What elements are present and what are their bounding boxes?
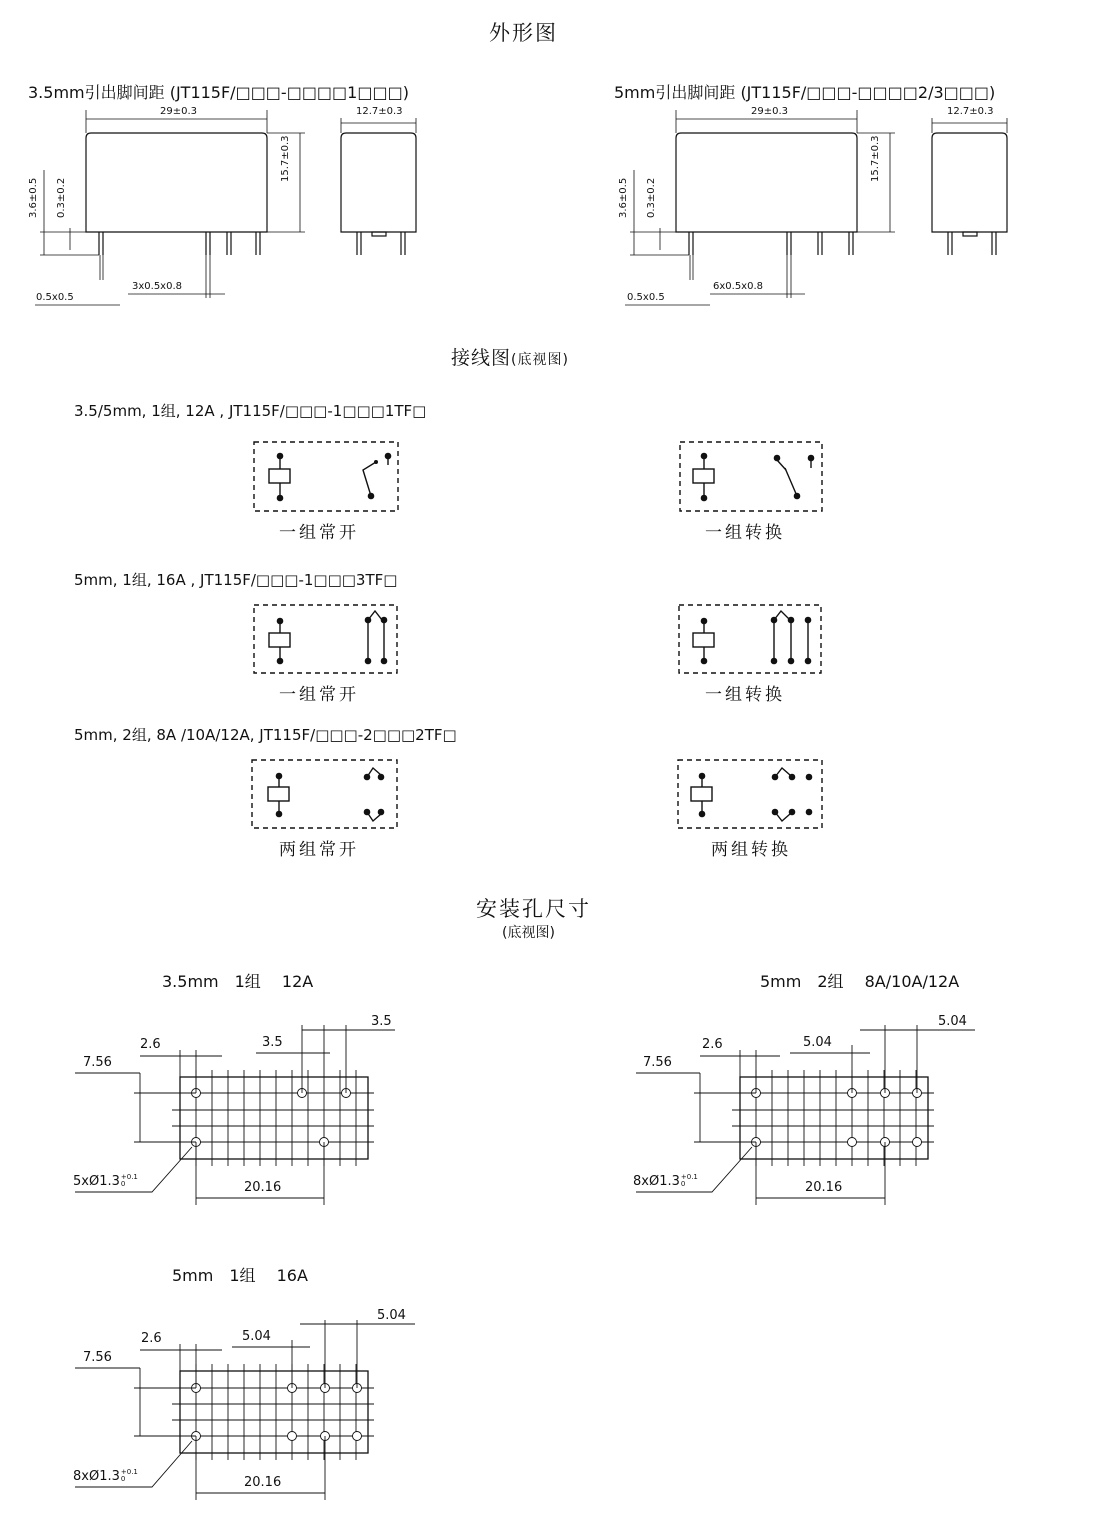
mounting-a-holes-text: 5xØ1.3 — [73, 1174, 120, 1189]
mounting-c-dim-2-6: 2.6 — [141, 1331, 162, 1346]
mounting-b-dim-5-04-outer: 5.04 — [938, 1014, 967, 1029]
mounting-a-dim-2-6: 2.6 — [140, 1037, 161, 1052]
wiring-row3-title: 5mm, 2组, 8A /10A/12A, JT115F/□□□-2□□□2TF□ — [74, 726, 457, 744]
outline-left-pin-length: 3.6±0.5 — [28, 177, 39, 218]
outline-left-length: 29±0.3 — [160, 106, 198, 117]
mounting-a-holes — [73, 1174, 138, 1189]
mounting-c-title: 5mm 1组 16A — [172, 1266, 308, 1285]
wiring-row3-left-caption: 两组常开 — [279, 840, 359, 860]
mounting-subtitle: (底视图) — [502, 925, 555, 941]
mounting-b-dim-2-6: 2.6 — [702, 1037, 723, 1052]
mounting-c-tol-bot: 0 — [120, 1475, 126, 1483]
wiring-row2-left-caption: 一组常开 — [279, 685, 359, 705]
mounting-b-dim-5-04-inner: 5.04 — [803, 1035, 832, 1050]
mounting-section-title: 安装孔尺寸 — [476, 897, 591, 921]
outline-right-height: 15.7±0.3 — [870, 135, 881, 182]
outline-left-standoff: 0.3±0.2 — [56, 177, 67, 218]
mounting-c-dim-7-56: 7.56 — [83, 1350, 112, 1365]
outline-right-length: 29±0.3 — [751, 106, 789, 117]
outline-left-title: 3.5mm引出脚间距 (JT115F/□□□-□□□□1□□□) — [28, 83, 409, 102]
mounting-a-dim-20-16: 20.16 — [244, 1180, 282, 1195]
outline-right-side-view — [676, 133, 857, 255]
outline-left-height: 15.7±0.3 — [280, 135, 291, 182]
mounting-c-tol-top: +0.1 — [120, 1468, 138, 1476]
outline-right-end-view — [932, 133, 1007, 255]
outline-left-pin-spacing: 3x0.5x0.8 — [132, 281, 183, 292]
mounting-b-tol-bot: 0 — [680, 1180, 686, 1188]
outline-right-width: 12.7±0.3 — [947, 106, 994, 117]
mounting-b-dim-7-56: 7.56 — [643, 1055, 672, 1070]
mounting-b-dim-20-16: 20.16 — [805, 1180, 843, 1195]
outline-left-width: 12.7±0.3 — [356, 106, 403, 117]
mounting-a-dim-3-5-outer: 3.5 — [371, 1014, 392, 1029]
wiring-row2-title: 5mm, 1组, 16A , JT115F/□□□-1□□□3TF□ — [74, 571, 398, 589]
mounting-a-title: 3.5mm 1组 12A — [162, 972, 314, 991]
mounting-c-holes — [73, 1469, 138, 1484]
wiring-row1-right-caption: 一组转换 — [705, 523, 785, 543]
mounting-a-tol-bot: 0 — [120, 1180, 126, 1188]
outline-left-pin-size: 0.5x0.5 — [36, 292, 74, 303]
mounting-a-dim-3-5-inner: 3.5 — [262, 1035, 283, 1050]
wiring-row2-right-caption: 一组转换 — [705, 685, 785, 705]
wiring-row1-title: 3.5/5mm, 1组, 12A , JT115F/□□□-1□□□1TF□ — [74, 402, 427, 420]
mounting-b-tol-top: +0.1 — [680, 1173, 698, 1181]
mounting-b-title: 5mm 2组 8A/10A/12A — [760, 972, 960, 991]
mounting-b-holes-text: 8xØ1.3 — [633, 1174, 680, 1189]
outline-right-title: 5mm引出脚间距 (JT115F/□□□-□□□□2/3□□□) — [614, 83, 996, 102]
mounting-a-dim-7-56: 7.56 — [83, 1055, 112, 1070]
outline-right-pin-size: 0.5x0.5 — [627, 292, 665, 303]
outline-section-title: 外形图 — [489, 21, 558, 45]
mounting-b-holes — [633, 1174, 698, 1189]
outline-left-end-view — [341, 133, 416, 255]
wiring-terminal-dots — [276, 453, 815, 818]
mounting-c-holes-text: 8xØ1.3 — [73, 1469, 120, 1484]
wiring-row1-left-caption: 一组常开 — [279, 523, 359, 543]
wiring-title-text: 接线图 — [451, 347, 512, 369]
mounting-a-tol-top: +0.1 — [120, 1173, 138, 1181]
mounting-c-dim-5-04-outer: 5.04 — [377, 1308, 406, 1323]
outline-right-standoff: 0.3±0.2 — [646, 177, 657, 218]
wiring-subtitle: (底视图) — [511, 352, 569, 368]
outline-left-side-view — [86, 133, 267, 255]
outline-right-pin-length: 3.6±0.5 — [618, 177, 629, 218]
mounting-c-dim-20-16: 20.16 — [244, 1475, 282, 1490]
wiring-row3-right-caption: 两组转换 — [711, 840, 791, 860]
outline-right-pin-spacing: 6x0.5x0.8 — [713, 281, 764, 292]
mounting-c-dim-5-04-inner: 5.04 — [242, 1329, 271, 1344]
